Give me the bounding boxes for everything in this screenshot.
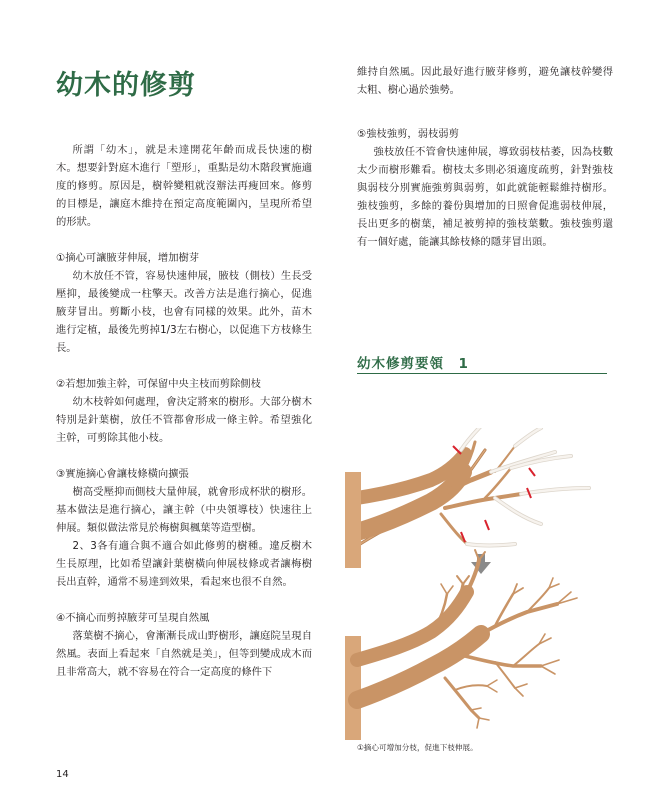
- intro-paragraph: 所謂「幼木」，就是未達開花年齡而成長快速的樹木。想要針對庭木進行「塑形」，重點是幼木階段實施適度的修剪。原因是，樹幹變粗就沒辦法再瘦回來。修剪的目標是，讓庭木維持在預定高度範圍內，呈現所希望的形狀。: [56, 144, 312, 228]
- section-5-heading: ⑤強枝強剪，弱枝弱剪: [357, 128, 459, 140]
- right-column: [357, 63, 613, 251]
- trunk-bottom: [345, 636, 361, 740]
- figure-caption: ①摘心可增加分枝，促進下枝伸展。: [357, 743, 478, 752]
- tree-before-pruning: [345, 428, 589, 546]
- illustration-section-title: 幼木修剪要領 1: [357, 356, 469, 372]
- section-1-heading: ①摘心可讓腋芽伸展，增加樹芽: [56, 252, 200, 264]
- page-number: 14: [56, 769, 69, 780]
- section-3-body-1: 樹高受壓抑而側枝大量伸展，就會形成杯狀的樹形。基本做法是進行摘心，讓主幹（中央領導枝）快速往上伸展。類似做法常見於梅樹與楓葉等造型樹。: [56, 486, 312, 534]
- page-title: 幼木的修剪: [56, 70, 196, 101]
- section-1-body: 幼木放任不管，容易快速伸展，腋枝（側枝）生長受壓抑，最後變成一柱擎天。改善方法是進行摘心，促進腋芽冒出。剪斷小枝，也會有同樣的效果。此外，苗木進行定植，最後先剪掉1/3左右樹心，以促進下方枝條生長。: [56, 270, 312, 354]
- section-3-heading: ③實施摘心會讓枝條橫向擴張: [56, 468, 189, 480]
- pruning-diagram: [345, 428, 615, 740]
- left-column: [56, 141, 312, 681]
- section-2-body: 幼木枝幹如何處理，會決定將來的樹形。大部分樹木特別是針葉樹，放任不管都會形成一條主幹。希望強化主幹，可剪除其他小枝。: [56, 396, 312, 444]
- section-3-body-2: 2、3各有適合與不適合如此修剪的樹種。違反樹木生長原理，比如希望讓針葉樹橫向伸展枝條或者讓梅樹長出直幹，通常不易達到效果，看起來也很不自然。: [56, 540, 312, 588]
- section-2-heading: ②若想加強主幹，可保留中央主枝而剪除側枝: [56, 378, 261, 390]
- trunk-top: [345, 472, 361, 568]
- pruning-illustration: [345, 428, 615, 740]
- section-4-body: 落葉樹不摘心，會漸漸長成山野樹形，讓庭院呈現自然風。表面上看起來「自然就是美」，但等到變成成木而且非常高大，就不容易在符合一定高度的條件下: [56, 630, 312, 678]
- section-4-heading: ④不摘心而剪掉腋芽可呈現自然風: [56, 612, 210, 624]
- section-5-body: 強枝放任不管會快速伸展，導致弱枝枯萎，因為枝數太少而樹形難看。樹枝太多則必須適度疏剪，針對強枝與弱枝分別實施強剪與弱剪，如此就能輕鬆維持樹形。強枝強剪，多餘的養份與增加的日照會促進弱枝伸展，長出更多的樹葉，補足被剪掉的強枝葉數。強枝強剪還有一個好處，能讓其餘枝條的隱芽冒出頭。: [357, 146, 613, 248]
- continuation-paragraph: 維持自然風。因此最好進行腋芽修剪，避免讓枝幹變得太粗、樹心過於強勢。: [357, 66, 613, 96]
- section-divider: [357, 373, 607, 374]
- tree-after-pruning: [357, 550, 577, 728]
